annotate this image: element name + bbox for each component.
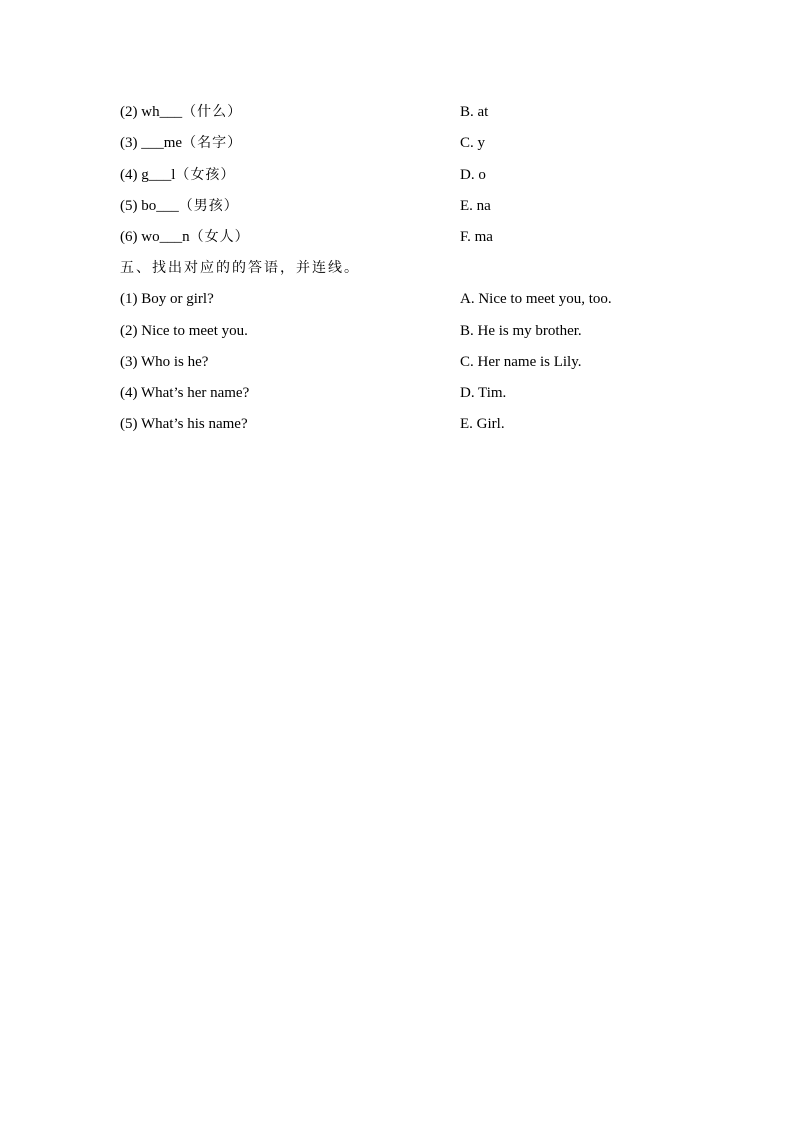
matching-question: (1) Boy or girl? [120, 291, 214, 307]
matching-row [120, 350, 680, 374]
spelling-item [120, 163, 235, 187]
spelling-row [120, 100, 680, 124]
matching-row [120, 381, 680, 405]
spelling-hint: （什么） [182, 104, 243, 120]
spelling-hint: （女孩） [175, 167, 236, 183]
spelling-option: C. y [460, 135, 486, 151]
matching-question: (4) What’s her name? [120, 385, 250, 401]
matching-answer: B. He is my brother. [460, 323, 582, 339]
spelling-hint: （女人） [189, 229, 250, 245]
matching-question: (3) Who is he? [120, 354, 209, 370]
spelling-option: E. na [460, 198, 491, 214]
spelling-prefix: (6) wo___n [120, 229, 190, 245]
matching-answer: E. Girl. [460, 416, 505, 432]
matching-answer: C. Her name is Lily. [460, 354, 582, 370]
spelling-prefix: (3) ___me [120, 135, 183, 151]
spelling-row [120, 131, 680, 155]
spelling-prefix: (4) g___l [120, 167, 176, 183]
spelling-row [120, 225, 680, 249]
spelling-prefix: (5) bo___ [120, 198, 179, 214]
spelling-prefix: (2) wh___ [120, 104, 183, 120]
section-heading: 五、找出对应的的答语，并连线。 [120, 260, 360, 276]
spelling-item [120, 100, 242, 124]
matching-row [120, 412, 680, 436]
matching-question: (2) Nice to meet you. [120, 323, 248, 339]
spelling-row [120, 194, 680, 218]
matching-row [120, 319, 680, 343]
matching-row [120, 287, 680, 311]
spelling-option: B. at [460, 104, 489, 120]
spelling-row [120, 163, 680, 187]
matching-answer: A. Nice to meet you, too. [460, 291, 612, 307]
spelling-item [120, 194, 239, 218]
spelling-hint: （男孩） [178, 198, 239, 214]
spelling-item [120, 131, 242, 155]
matching-answer: D. Tim. [460, 385, 507, 401]
spelling-option: F. ma [460, 229, 493, 245]
matching-question: (5) What’s his name? [120, 416, 248, 432]
spelling-option: D. o [460, 167, 486, 183]
spelling-item [120, 225, 250, 249]
spelling-hint: （名字） [182, 135, 243, 151]
